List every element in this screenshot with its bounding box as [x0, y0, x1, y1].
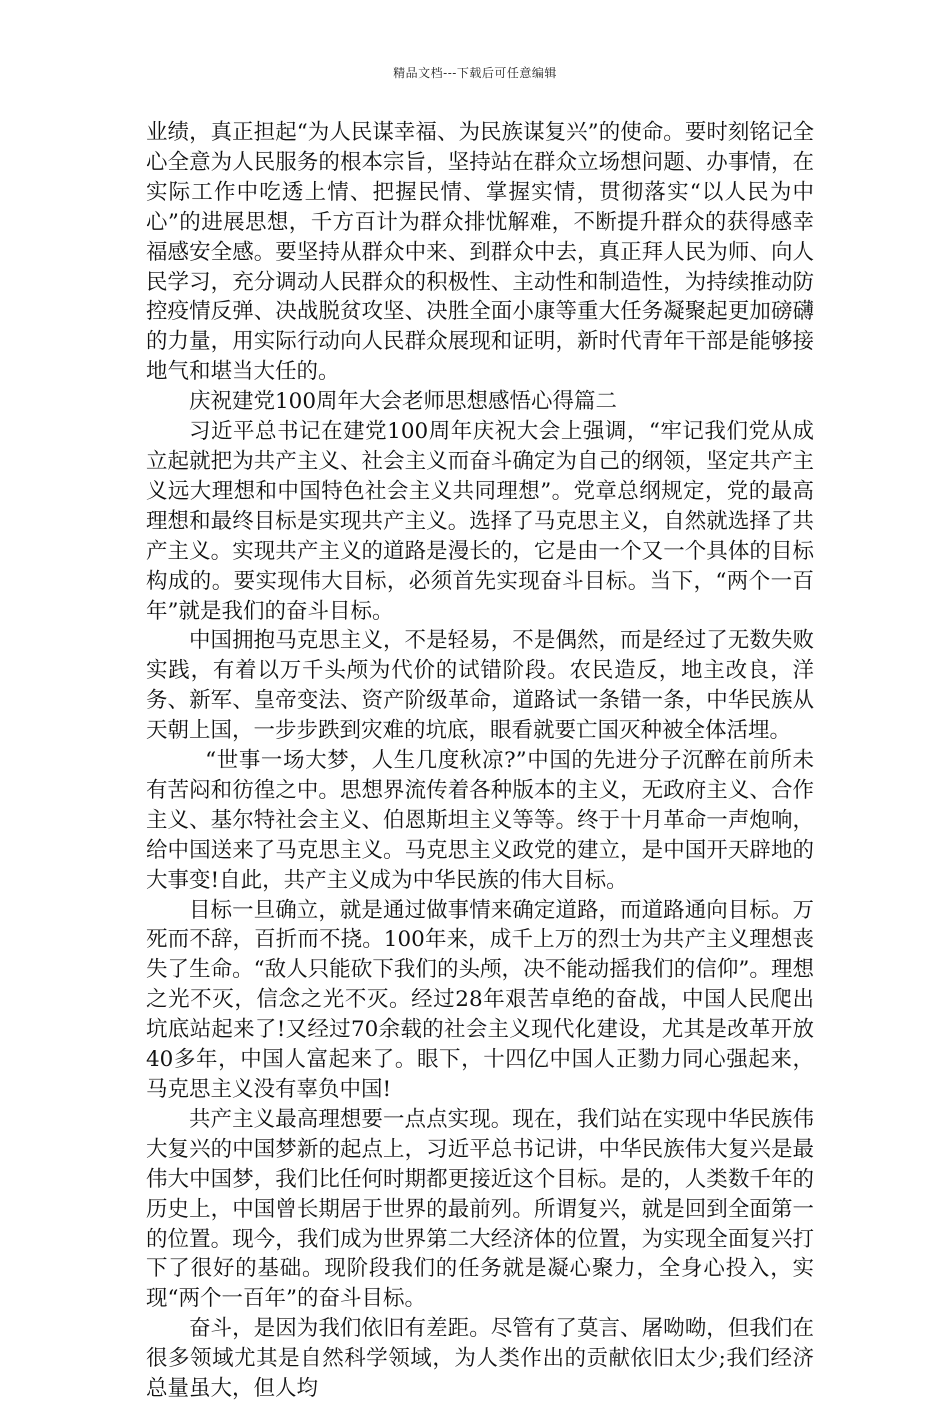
paragraph: 习近平总书记在建党100周年庆祝大会上强调，“牢记我们党从成立起就把为共产主义、社会主义而奋斗确定为自己的纲领，坚定共产主义远大理想和中国特色社会主义共同理想”。党章总纲规定，党的最高理想和最终目标是实现共产主义。选择了马克思主义，自然就选择了共产主义。实现共产主义的道路是漫长的，它是由一个又一个具体的目标构成的。要实现伟大目标，必须首先实现奋斗目标。当下，“两个一百年”就是我们的奋斗目标。	[146, 419, 814, 624]
paragraph-continuation: 业绩，真正担起“为人民谋幸福、为民族谋复兴”的使命。要时刻铭记全心全意为人民服务的根本宗旨，坚持站在群众立场想问题、办事情，在实际工作中吃透上情、把握民情、掌握实情，贯彻落实“以人民为中心”的进展思想，千方百计为群众排忧解难，不断提升群众的获得感幸福感安全感。要坚持从群众中来、到群众中去，真正拜人民为师、向人民学习，充分调动人民群众的积极性、主动性和制造性，为持续推动防控疫情反弹、决战脱贫攻坚、决胜全面小康等重大任务凝聚起更加磅礴的力量，用实际行动向人民群众展现和证明，新时代青年干部是能够接地气和堪当大任的。	[146, 120, 814, 385]
paragraph: 中国拥抱马克思主义，不是轻易，不是偶然，而是经过了无数失败实践，有着以万千头颅为代价的试错阶段。农民造反，地主改良，洋务、新军、皇帝变法、资产阶级革命，道路试一条错一条，中华民族从天朝上国，一步步跌到灾难的坑底，眼看就要亡国灭种被全体活埋。	[146, 628, 814, 744]
section-title: 庆祝建党100周年大会老师思想感悟心得篇二	[189, 389, 618, 415]
page-header: 精品文档---下载后可任意编辑	[393, 66, 557, 80]
paragraph: 目标一旦确立，就是通过做事情来确定道路，而道路通向目标。万死而不辞，百折而不挠。100年来，成千上万的烈士为共产主义理想丧失了生命。“敌人只能砍下我们的头颅，决不能动摇我们的信仰”。理想之光不灭，信念之光不灭。经过28年艰苦卓绝的奋战，中国人民爬出坑底站起来了!又经过70余载的社会主义现代化建设，尤其是改革开放40多年，中国人富起来了。眼下，十四亿中国人正勠力同心强起来，马克思主义没有辜负中国!	[146, 897, 814, 1102]
paragraph: 共产主义最高理想要一点点实现。现在，我们站在实现中华民族伟大复兴的中国梦新的起点上，习近平总书记讲，中华民族伟大复兴是最伟大中国梦，我们比任何时期都更接近这个目标。是的，人类数千年的历史上，中国曾长期居于世界的最前列。所谓复兴，就是回到全面第一的位置。现今，我们成为世界第二大经济体的位置，为实现全面复兴打下了很好的基础。现阶段我们的任务就是凝心聚力，全身心投入，实现“两个一百年”的奋斗目标。	[146, 1106, 814, 1312]
paragraph: “世事一场大梦，人生几度秋凉?”中国的先进分子沉醉在前所未有苦闷和彷徨之中。思想界流传着各种版本的主义，无政府主义、合作主义、基尔特社会主义、伯恩斯坦主义等等。终于十月革命一声炮响，给中国送来了马克思主义。马克思主义政党的建立，是中国开天辟地的大事变!自此，共产主义成为中华民族的伟大目标。	[146, 748, 814, 893]
document-body	[146, 118, 814, 1404]
paragraph: 奋斗，是因为我们依旧有差距。尽管有了莫言、屠呦呦，但我们在很多领域尤其是自然科学领域，为人类作出的贡献依旧太少;我们经济总量虽大，但人均	[146, 1316, 814, 1402]
